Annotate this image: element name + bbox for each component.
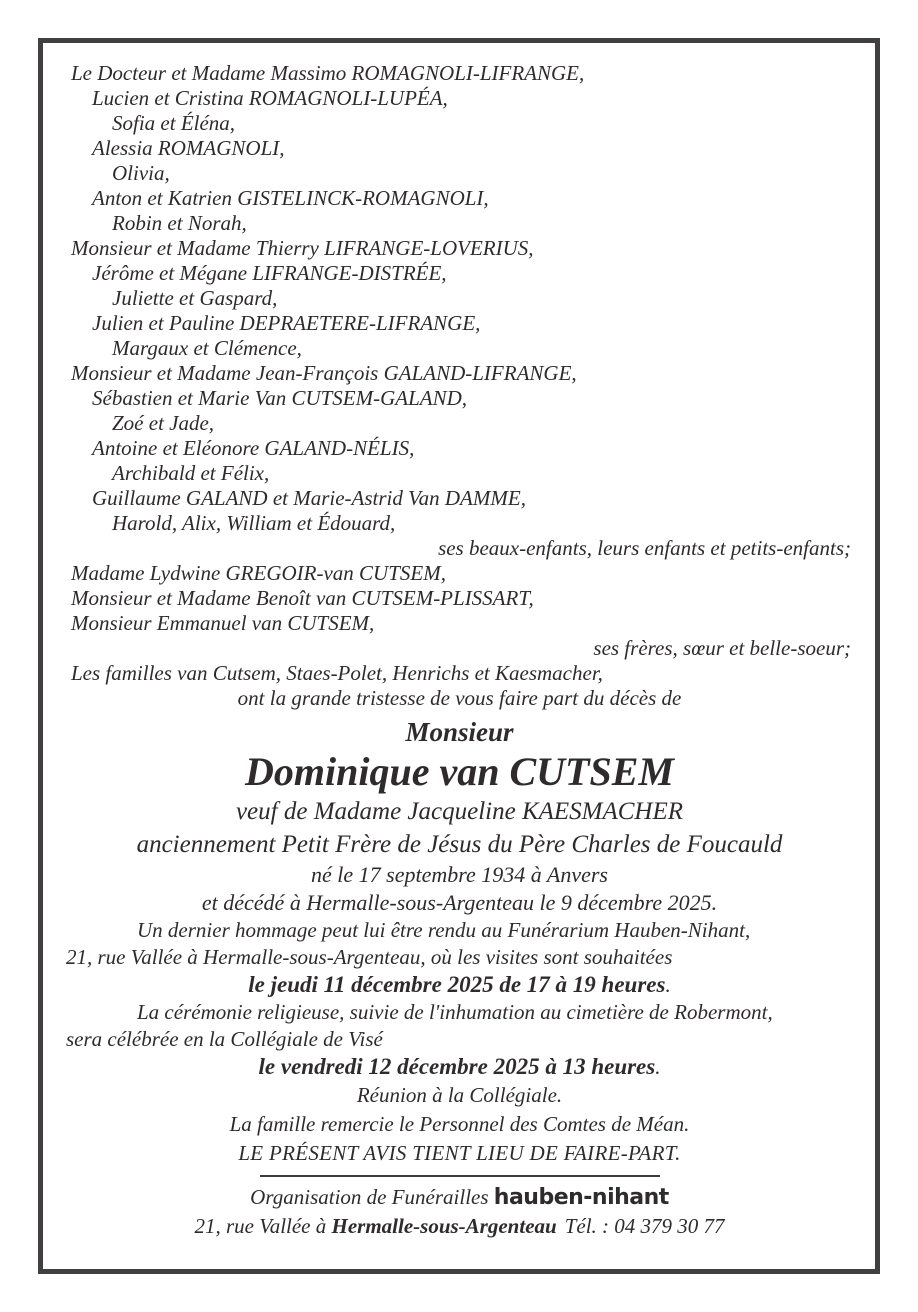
obituary-frame bbox=[38, 38, 880, 1274]
name-line: Archibald et Félix, bbox=[112, 461, 270, 485]
ceremony-date-period: . bbox=[655, 1055, 661, 1079]
announce-line: ont la grande tristesse de vous faire part du décès de bbox=[237, 686, 682, 710]
ceremony-date-line bbox=[66, 1053, 853, 1081]
name-line: Margaux et Clémence, bbox=[112, 336, 302, 360]
name-line: Monsieur et Madame Benoît van CUTSEM-PLISSART, bbox=[71, 586, 534, 610]
thanks-line: La famille remercie le Personnel des Comtes de Méan. bbox=[229, 1112, 690, 1136]
name-line: Olivia, bbox=[112, 161, 170, 185]
footer-address-bold: Hermalle-sous-Argenteau bbox=[331, 1214, 557, 1238]
visitation-date-period: . bbox=[665, 973, 671, 997]
footer-phone: Tél. : 04 379 30 77 bbox=[564, 1214, 725, 1238]
notice-line: LE PRÉSENT AVIS TIENT LIEU DE FAIRE-PART. bbox=[238, 1141, 681, 1165]
name-line: Antoine et Eléonore GALAND-NÉLIS, bbox=[92, 436, 415, 460]
deceased-widower-line: veuf de Madame Jacqueline KAESMACHER bbox=[235, 798, 684, 825]
footer-org-prefix: Organisation de Funérailles bbox=[250, 1185, 489, 1209]
ceremony-line-2: sera célébrée en la Collégiale de Visé bbox=[66, 1027, 383, 1051]
reunion-line: Réunion à la Collégiale. bbox=[356, 1083, 563, 1107]
name-line: Zoé et Jade, bbox=[112, 411, 215, 435]
ceremony-line-1: La cérémonie religieuse, suivie de l'inhumation au cimetière de Robermont, bbox=[137, 1000, 773, 1024]
visitation-line-2: 21, rue Vallée à Hermalle-sous-Argenteau, où les visites sont souhaitées bbox=[66, 945, 673, 969]
visitation-line-1: Un dernier hommage peut lui être rendu au Funérarium Hauben-Nihant, bbox=[137, 918, 751, 942]
name-line: Anton et Katrien GISTELINCK-ROMAGNOLI, bbox=[92, 186, 489, 210]
name-line: Monsieur et Madame Jean-François GALAND-LIFRANGE, bbox=[71, 361, 577, 385]
name-line: Harold, Alix, William et Édouard, bbox=[112, 511, 396, 535]
name-line: Sofia et Éléna, bbox=[112, 111, 236, 135]
sibling-list bbox=[66, 561, 853, 636]
funeral-home-logo: hauben-nihant bbox=[493, 1185, 669, 1210]
relation-sibling-line: ses frères, sœur et belle-soeur; bbox=[593, 636, 851, 660]
deceased-name: Dominique van CUTSEM bbox=[245, 749, 674, 794]
name-line: Madame Lydwine GREGOIR-van CUTSEM, bbox=[71, 561, 446, 585]
name-line: Guillaume GALAND et Marie-Astrid Van DAMME, bbox=[92, 486, 526, 510]
relation-in-law-line: ses beaux-enfants, leurs enfants et petits-enfants; bbox=[438, 536, 851, 560]
ceremony-date: le vendredi 12 décembre 2025 à 13 heures bbox=[258, 1054, 656, 1079]
family-list bbox=[66, 61, 853, 536]
name-line: Juliette et Gaspard, bbox=[112, 286, 278, 310]
name-line: Le Docteur et Madame Massimo ROMAGNOLI-LIFRANGE, bbox=[71, 61, 585, 85]
name-line: Julien et Pauline DEPRAETERE-LIFRANGE, bbox=[92, 311, 481, 335]
deceased-title: Monsieur bbox=[405, 717, 514, 747]
deceased-birth-line: né le 17 septembre 1934 à Anvers bbox=[311, 862, 608, 887]
footer-organisation-line bbox=[66, 1183, 853, 1212]
name-line: Monsieur Emmanuel van CUTSEM, bbox=[71, 611, 375, 635]
families-line: Les familles van Cutsem, Staes-Polet, Henrichs et Kaesmacher, bbox=[71, 661, 603, 685]
footer-divider bbox=[260, 1175, 660, 1177]
visitation-date: le jeudi 11 décembre 2025 de 17 à 19 heures bbox=[248, 972, 666, 997]
footer-address-line bbox=[66, 1212, 853, 1241]
name-line: Sébastien et Marie Van CUTSEM-GALAND, bbox=[92, 386, 468, 410]
visitation-date-line bbox=[66, 971, 853, 999]
name-line: Jérôme et Mégane LIFRANGE-DISTRÉE, bbox=[92, 261, 447, 285]
deceased-religious-line: anciennement Petit Frère de Jésus du Père Charles de Foucauld bbox=[136, 831, 783, 858]
name-line: Lucien et Cristina ROMAGNOLI-LUPÉA, bbox=[92, 86, 448, 110]
footer-address-prefix: 21, rue Vallée à bbox=[194, 1214, 327, 1238]
name-line: Alessia ROMAGNOLI, bbox=[92, 136, 285, 160]
deceased-death-line: et décédé à Hermalle-sous-Argenteau le 9 décembre 2025. bbox=[201, 890, 718, 915]
name-line: Robin et Norah, bbox=[112, 211, 247, 235]
name-line: Monsieur et Madame Thierry LIFRANGE-LOVERIUS, bbox=[71, 236, 534, 260]
